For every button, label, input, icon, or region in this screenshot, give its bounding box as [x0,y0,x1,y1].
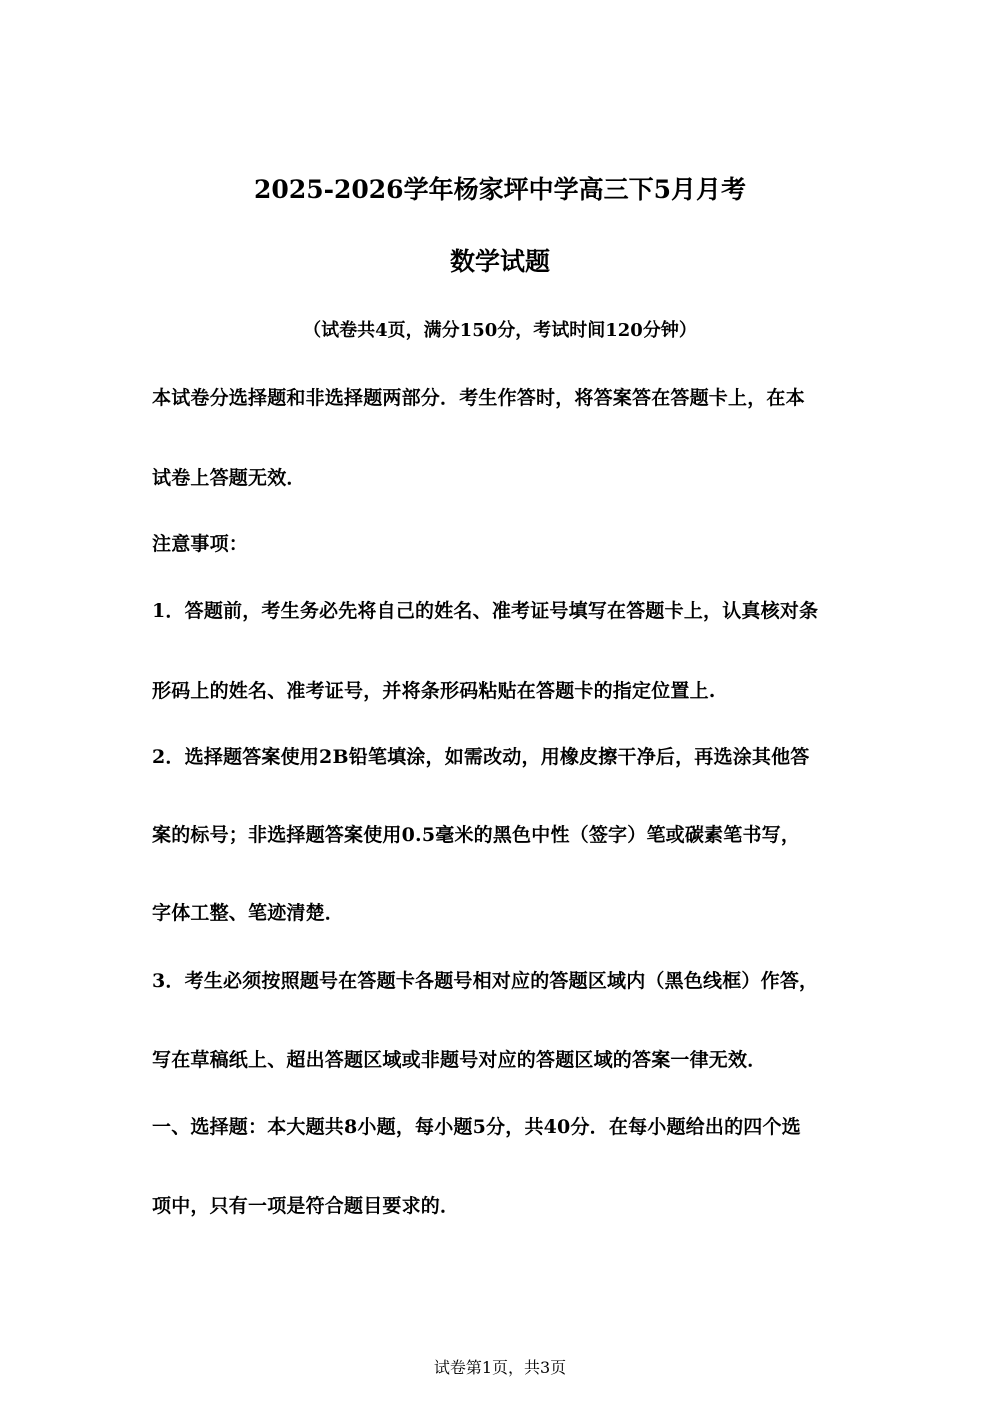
note-1-line-1: 1．答题前，考生务必先将自己的姓名、准考证号填写在答题卡上，认真核对条 [152,600,819,622]
note-3-line-1: 3．考生必须按照题号在答题卡各题号相对应的答题区域内（黑色线框）作答， [152,970,819,992]
subject-title: 数学试题 [449,247,550,276]
exam-title: 2025-2026学年杨家坪中学高三下5月月考 [254,175,746,204]
note-2-line-1: 2．选择题答案使用2B铅笔填涂，如需改动，用橡皮擦干净后，再选涂其他答 [152,746,810,768]
intro-line-1: 本试卷分选择题和非选择题两部分．考生作答时，将答案答在答题卡上，在本 [152,387,805,409]
section-1-line-2: 项中，只有一项是符合题目要求的． [152,1195,460,1217]
section-1-line-1: 一、选择题：本大题共8小题，每小题5分，共40分．在每小题给出的四个选 [152,1116,801,1138]
exam-info: （试卷共4页，满分150分，考试时间120分钟） [303,320,697,341]
note-2-line-2: 案的标号；非选择题答案使用0.5毫米的黑色中性（签字）笔或碳素笔书写， [152,824,801,846]
page-footer: 试卷第1页，共3页 [433,1358,567,1377]
notes-heading: 注意事项： [152,533,249,555]
note-1-line-2: 形码上的姓名、准考证号，并将条形码粘贴在答题卡的指定位置上. [152,680,716,702]
note-2-line-3: 字体工整、笔迹清楚． [152,902,345,924]
intro-line-2: 试卷上答题无效． [152,467,306,489]
note-3-line-2: 写在草稿纸上、超出答题区域或非题号对应的答题区域的答案一律无效． [152,1049,767,1071]
